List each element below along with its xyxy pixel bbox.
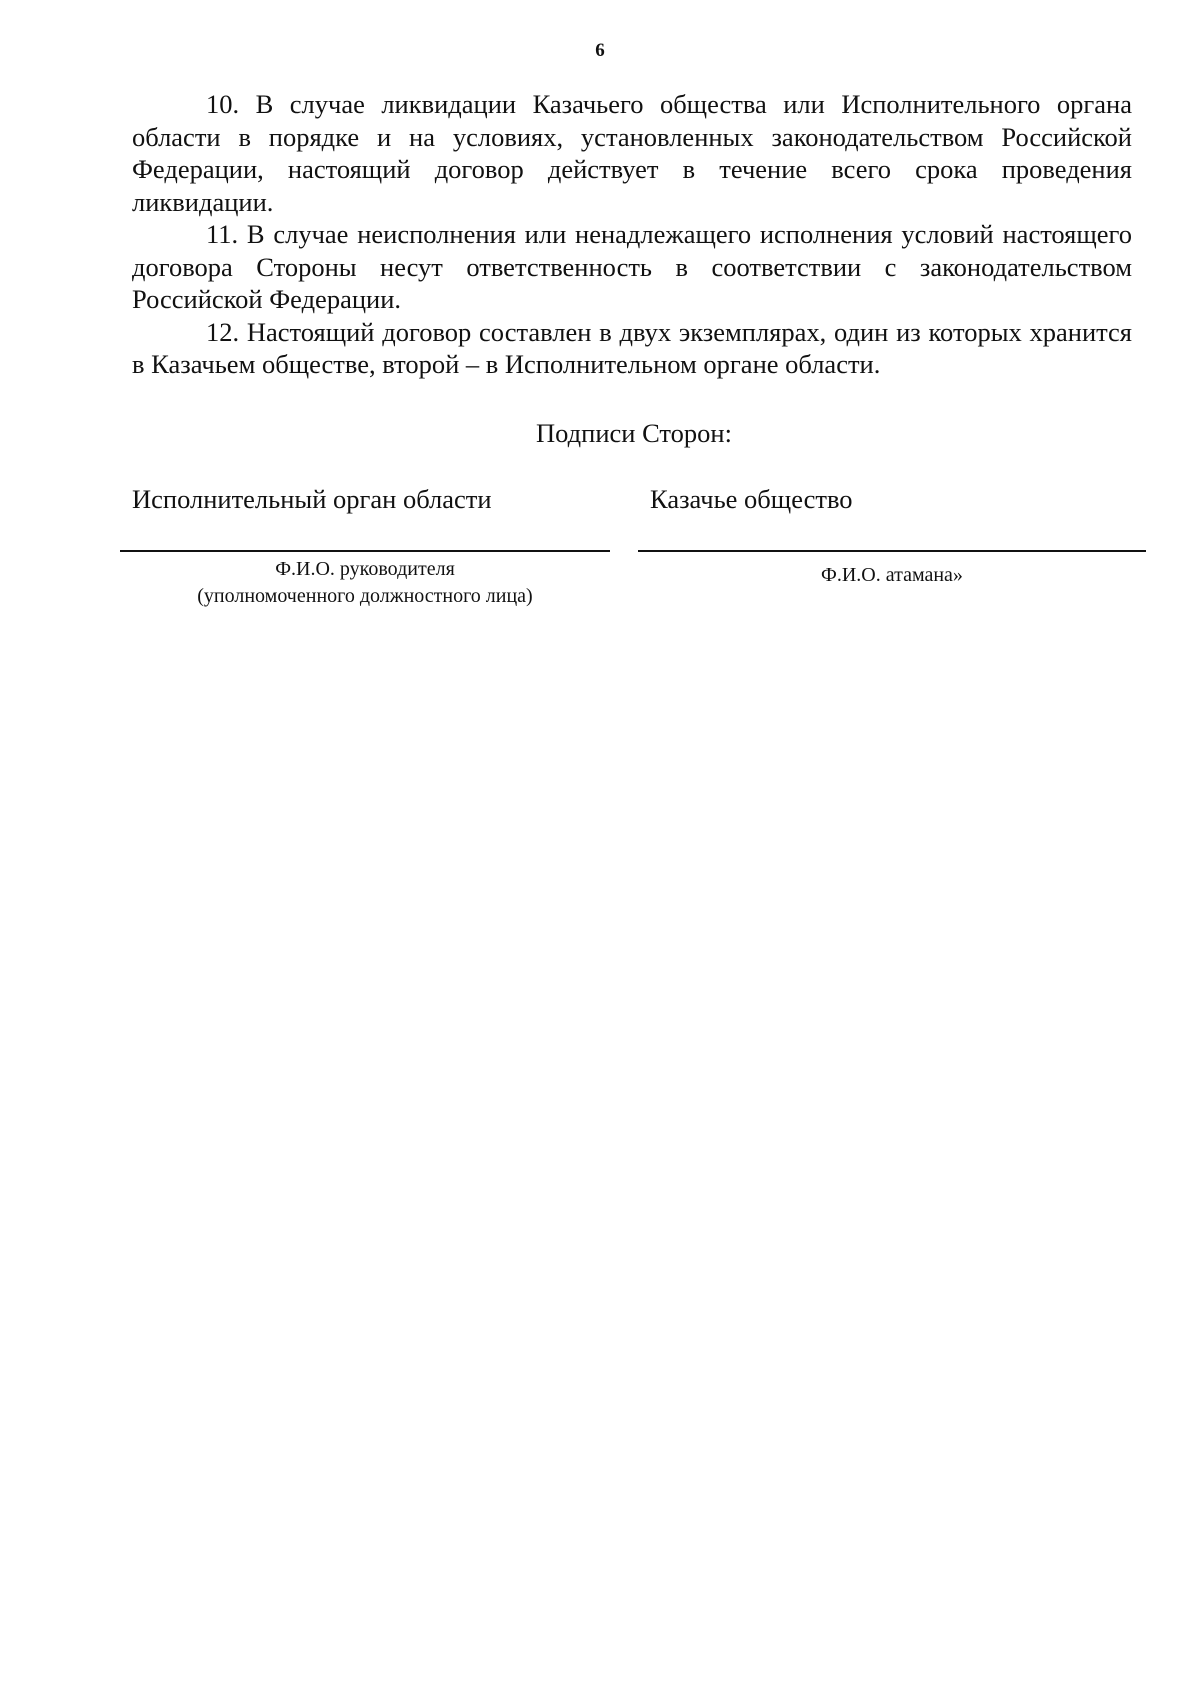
signature-caption-right <box>638 562 1146 589</box>
signature-caption-left-line2: (уполномоченного должностного лица) <box>197 585 533 607</box>
page-number: 6 <box>595 40 605 61</box>
party-left-label: Исполнительный орган области <box>132 484 492 514</box>
signature-line-right <box>638 550 1146 552</box>
party-right-label: Казачье общество <box>650 484 853 514</box>
signatures-heading: Подписи Сторон: <box>536 418 732 448</box>
signature-line-left <box>120 550 610 552</box>
clause-11: 11. В случае неисполнения или ненадлежащего исполнения условий настоящего договора Стороны несут ответственность в соответствии с законодательством Российской Федерации. <box>132 219 1132 314</box>
signature-caption-left <box>120 556 610 610</box>
contract-clauses <box>132 88 1132 381</box>
clause-12: 12. Настоящий договор составлен в двух экземплярах, один из которых хранится в Казачьем обществе, второй – в Исполнительном органе области. <box>132 316 1132 379</box>
clause-10: 10. В случае ликвидации Казачьего общества или Исполнительного органа области в порядке и на условиях, установленных законодательством Российской Федерации, настоящий договор действует в течение всего срока проведения ликвидации. <box>132 89 1132 217</box>
signature-caption-left-line1: Ф.И.О. руководителя <box>275 558 455 580</box>
signature-caption-right-line1: Ф.И.О. атамана» <box>821 564 963 586</box>
